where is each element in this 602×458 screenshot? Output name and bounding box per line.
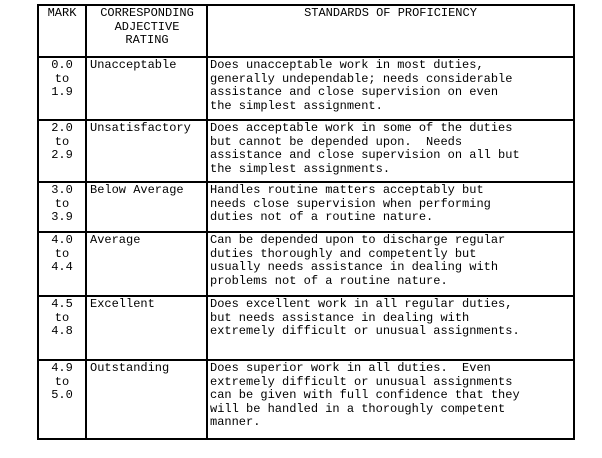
table-row (39, 359, 573, 438)
table-header-row (39, 6, 573, 56)
row-standard: Does acceptable work in some of the duties but cannot be depended upon. Needs assistance and close supervision on all but the simplest assignments. (210, 121, 520, 176)
row-mark: 4.9 to 5.0 (39, 361, 87, 438)
row-mark: 2.0 to 2.9 (39, 121, 87, 181)
row-adjective: Unsatisfactory (87, 121, 208, 181)
proficiency-table (37, 4, 575, 440)
row-mark: 0.0 to 1.9 (39, 58, 87, 119)
row-standard: Can be depended upon to discharge regular duties thoroughly and competently but usually needs assistance in dealing with problems not of a routine nature. (210, 233, 506, 288)
table-row (39, 181, 573, 231)
row-adjective: Average (87, 233, 208, 295)
header-standards-of-proficiency: STANDARDS OF PROFICIENCY (304, 6, 477, 20)
row-adjective: Unacceptable (87, 58, 208, 119)
table-row (39, 119, 573, 181)
row-mark: 3.0 to 3.9 (39, 183, 87, 231)
row-adjective: Outstanding (87, 361, 208, 438)
row-mark: 4.5 to 4.8 (39, 297, 87, 359)
row-standard: Does unacceptable work in most duties, generally undependable; needs considerable assistance and close supervision on even the simplest assignment. (210, 58, 513, 113)
row-mark: 4.0 to 4.4 (39, 233, 87, 295)
header-mark: MARK (39, 6, 87, 56)
table-row (39, 56, 573, 119)
table-row (39, 231, 573, 295)
row-standard: Does superior work in all duties. Even extremely difficult or unusual assignments can be given with full confidence that they will be handled in a thoroughly competent manner. (210, 361, 520, 429)
row-adjective: Below Average (87, 183, 208, 231)
row-standard: Does excellent work in all regular duties, but needs assistance in dealing with extremely difficult or unusual assignments. (210, 297, 520, 338)
row-adjective: Excellent (87, 297, 208, 359)
row-standard: Handles routine matters acceptably but needs close supervision when performing duties not of a routine nature. (210, 183, 491, 224)
header-adjective-rating: CORRESPONDING ADJECTIVE RATING (87, 6, 208, 56)
table-row (39, 295, 573, 359)
